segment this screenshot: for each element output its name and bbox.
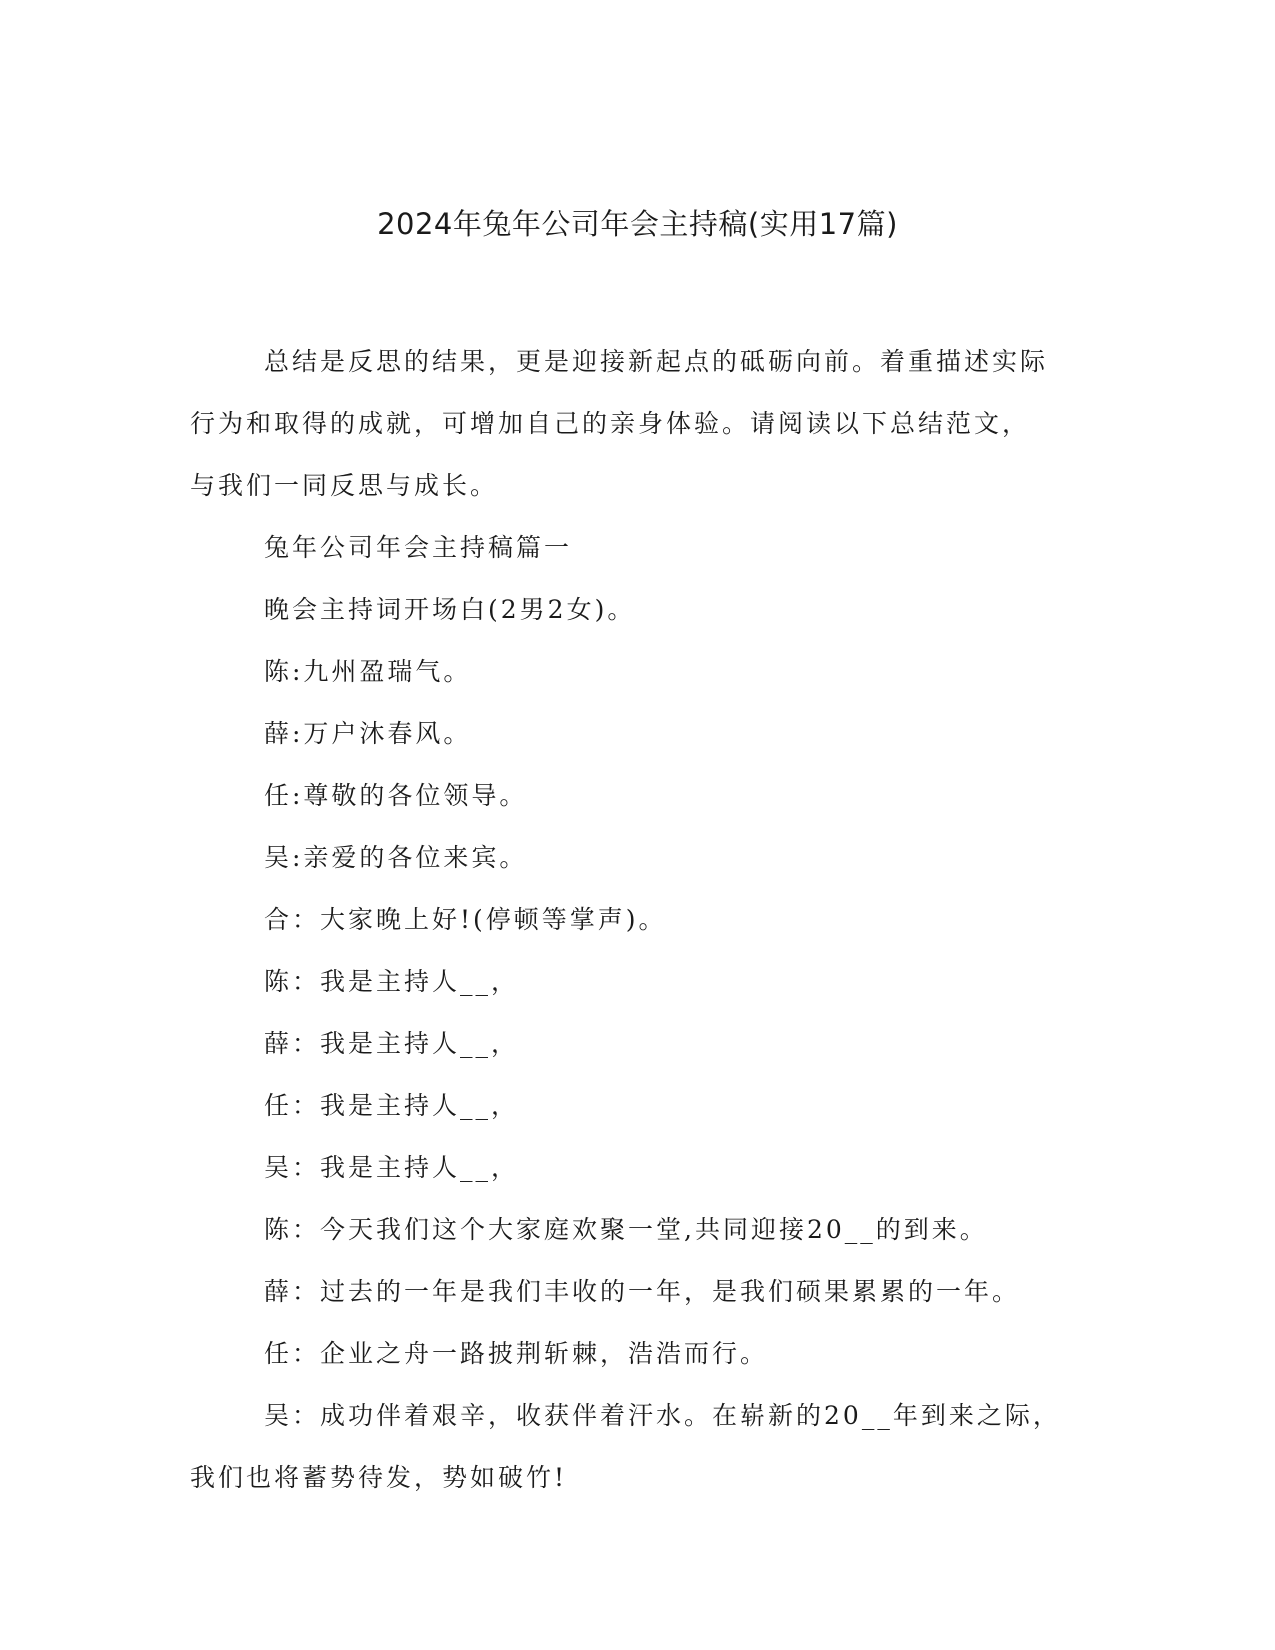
script-line: 任:尊敬的各位领导。 xyxy=(264,781,528,810)
script-line: 薛：我是主持人__， xyxy=(264,1029,520,1058)
closing-line: 吴：成功伴着艰辛，收获伴着汗水。在崭新的20__年到来之际， xyxy=(264,1401,1061,1430)
script-line: 薛：过去的一年是我们丰收的一年，是我们硕果累累的一年。 xyxy=(264,1277,1021,1306)
script-line: 任：企业之舟一路披荆斩棘，浩浩而行。 xyxy=(264,1339,769,1368)
document-title: 2024年兔年公司年会主持稿(实用17篇) xyxy=(377,207,898,241)
script-line: 陈:九州盈瑞气。 xyxy=(264,657,472,686)
closing-line: 我们也将蓄势待发，势如破竹! xyxy=(190,1463,568,1492)
intro-paragraph xyxy=(190,331,1085,517)
script-line: 吴:亲爱的各位来宾。 xyxy=(264,843,528,872)
closing-paragraph xyxy=(190,1385,1085,1509)
document-body xyxy=(190,331,1085,1509)
script-line: 陈：今天我们这个大家庭欢聚一堂,共同迎接20__的到来。 xyxy=(264,1215,988,1244)
script-line: 吴：我是主持人__， xyxy=(264,1153,520,1182)
intro-line: 与我们一同反思与成长。 xyxy=(190,471,499,500)
script-line: 晚会主持词开场白(2男2女)。 xyxy=(264,595,636,624)
script-line: 任：我是主持人__， xyxy=(264,1091,520,1120)
script-line: 合：大家晚上好!(停顿等掌声)。 xyxy=(264,905,667,934)
intro-line: 总结是反思的结果，更是迎接新起点的砥砺向前。着重描述实际 xyxy=(264,347,1049,376)
script-line: 薛:万户沐春风。 xyxy=(264,719,472,748)
script-line: 陈：我是主持人__， xyxy=(264,967,520,996)
intro-line: 行为和取得的成就，可增加自己的亲身体验。请阅读以下总结范文， xyxy=(190,409,1031,438)
section-heading: 兔年公司年会主持稿篇一 xyxy=(264,533,573,562)
